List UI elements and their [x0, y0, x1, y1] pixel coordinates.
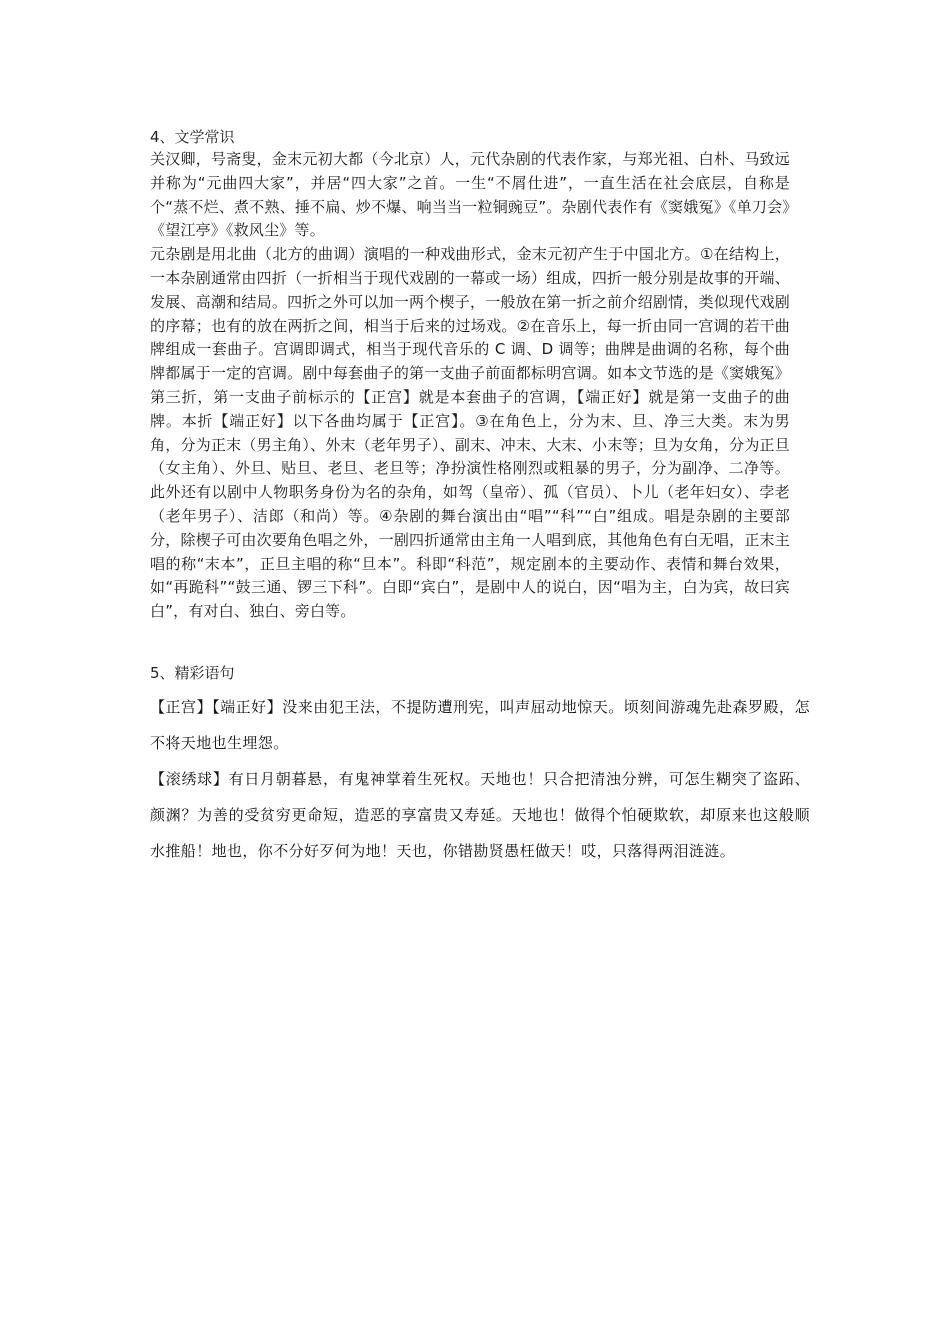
- zaju-paragraph: 元杂剧是用北曲（北方的曲调）演唱的一种戏曲形式，金末元初产生于中国北方。①在结构上，一本杂剧通常由四折（一折相当于现代戏剧的一幕或一场）组成，四折一般分别是故事的开端、发展、高潮和结局。四折之外可以加一两个楔子，一般放在第一折之前介绍剧情，类似现代戏剧的序幕；也有的放在两折之间，相当于后来的过场戏。②在音乐上，每一折由同一宫调的若干曲牌组成一套曲子。宫调即调式，相当于现代音乐的 C 调、D 调等；曲牌是曲调的名称，每个曲牌都属于一定的宫调。剧中每套曲子的第一支曲子前面都标明宫调。如本文节选的是《窦娥冤》第三折，第一支曲子前标示的【正宫】就是本套曲子的宫调，【端正好】就是第一支曲子的曲牌。本折【端正好】以下各曲均属于【正宫】。③在角色上，分为末、旦、净三大类。末为男角，分为正末（男主角）、外末（老年男子）、副末、冲末、大末、小末等；旦为女角，分为正旦（女主角）、外旦、贴旦、老旦、老旦等；净扮演性格刚烈或粗暴的男子，分为副净、二净等。此外还有以剧中人物职务身份为名的杂角，如驾（皇帝）、孤（官员）、卜儿（老年妇女）、孛老（老年男子）、洁郎（和尚）等。④杂剧的舞台演出由“唱”“科”“白”组成。唱是杂剧的主要部分，除楔子可由次要角色唱之外，一剧四折通常由主角一人唱到底，其他角色有白无唱，正末主唱的称“末本”，正旦主唱的称“旦本”。科即“科范”，规定剧本的主要动作、表情和舞台效果，如“再跪科”“鼓三通、锣三下科”。白即“宾白”，是剧中人的说白，因“唱为主，白为宾，故曰宾白”，有对白、独白、旁白等。: [150, 245, 790, 621]
- section-4-body: [150, 148, 790, 624]
- author-paragraph: 关汉卿，号斋叟，金末元初大都（今北京）人，元代杂剧的代表作家，与郑光祖、白朴、马致远并称为“元曲四大家”，并居“四大家”之首。一生“不屑仕进”，一直生活在社会底层，自称是个“蒸不烂、煮不熟、捶不扁、炒不爆、响当当一粒铜豌豆”。杂剧代表作有《窦娥冤》《单刀会》《望江亭》《救风尘》等。: [150, 150, 790, 240]
- quote-duanzhenghao: 【正宫】【端正好】没来由犯王法，不提防遭刑宪，叫声屈动地惊天。顷刻间游魂先赴森罗殿，怎不将天地也生埋怨。: [150, 698, 810, 752]
- section-5-heading: 5、精彩语句: [150, 664, 235, 682]
- section-4-heading: 4、文学常识: [150, 128, 235, 146]
- section-5-body: [150, 689, 810, 869]
- quote-gunxiuqiu: 【滚绣球】有日月朝暮悬，有鬼神掌着生死权。天地也！只合把清浊分辨，可怎生糊突了盗跖、颜渊？为善的受贫穷更命短，造恶的享富贵又寿延。天地也！做得个怕硬欺软，却原来也这般顺水推船！地也，你不分好歹何为地！天也，你错勘贤愚枉做天！哎，只落得两泪涟涟。: [150, 770, 810, 860]
